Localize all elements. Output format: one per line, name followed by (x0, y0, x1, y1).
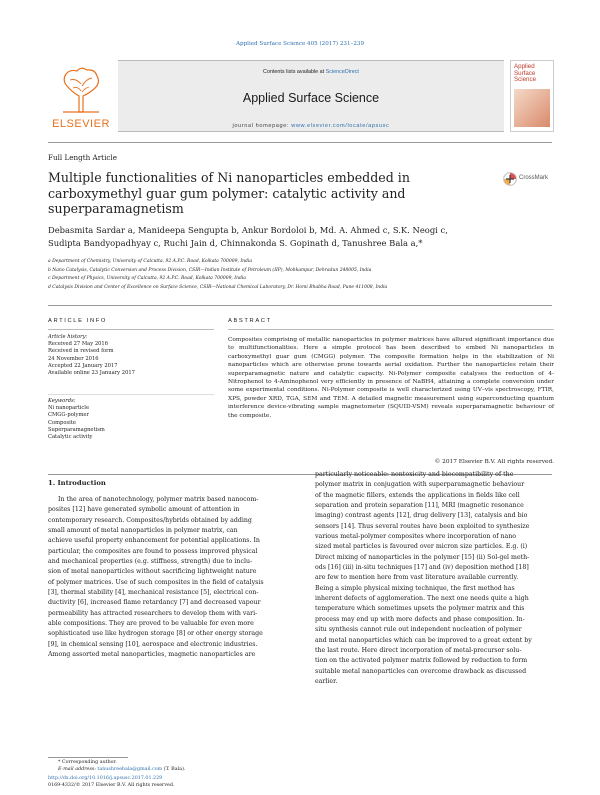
elsevier-logo (48, 64, 114, 130)
homepage-prefix: journal homepage: (232, 123, 292, 129)
intro-line: inherent defects of agglomeration. The next one needs quite a high (315, 595, 529, 603)
intro-line: sized metal particles is favoured over micron size particles. E.g. (i) (315, 543, 528, 551)
intro-left-column (48, 495, 285, 661)
issn-line: 0169-4332/© 2017 Elsevier B.V. All rights reserved. (48, 782, 175, 788)
intro-line: separation and protein separation [11], MRI (magnetic resonance (315, 502, 524, 510)
affiliation: a Department of Chemistry, University of Calcutta, 92 A.P.C. Road, Kolkata 700009, India (48, 259, 253, 264)
crossmark-label: CrossMark (519, 175, 549, 181)
intro-line: polymer matrix in conjugation with superparamagnetic behaviour (315, 481, 525, 489)
cover-title: Applied Surface Science (514, 63, 537, 84)
intro-line: sophisticated use like hydrogen storage [8] or other energy storage (48, 630, 263, 638)
history-item: Available online 23 January 2017 (48, 370, 135, 377)
keywords-label: Keywords: (48, 398, 76, 404)
intro-line: suitable metal nanoparticles can overcome drawback as discussed (315, 667, 527, 675)
history-item: Received in revised form (48, 348, 114, 355)
keyword: CMGG-polymer (48, 412, 89, 419)
crossmark-badge[interactable] (503, 172, 555, 186)
journal-cover (510, 60, 554, 132)
email-line (48, 767, 288, 774)
intro-line: permeability has attracted researchers to develop them with vari- (48, 609, 258, 617)
keywords-divider (48, 394, 214, 395)
intro-line: Among assorted metal nanoparticles, magnetic nanoparticles are (48, 651, 256, 659)
history-item: Received 27 May 2016 (48, 341, 109, 348)
history-item: Accepted 22 January 2017 (48, 362, 118, 369)
crossmark-icon (503, 172, 517, 186)
intro-line: Direct mixing of nanoparticles in the polymer [15] (ii) Sol-gel meth- (315, 553, 530, 561)
intro-line: and metal nanoparticles which can be improved to a great extent by (315, 636, 532, 644)
intro-line: sion of metal nanoparticles without sacrificing lightweight nature (48, 568, 257, 576)
abstract-heading: ABSTRACT (228, 318, 272, 324)
intro-right-column (315, 470, 555, 687)
footnote-divider (48, 757, 128, 758)
elsevier-wordmark: ELSEVIER (52, 118, 110, 130)
intro-line: particular, the composites are found to possess improved physical (48, 547, 258, 555)
intro-line: Being a simple physical mixing technique, the first method has (315, 584, 515, 592)
article-history (48, 334, 214, 377)
abstract-copyright: © 2017 Elsevier B.V. All rights reserved. (434, 459, 554, 465)
intro-line: contemporary research. Composites/hybrids obtained by adding (48, 516, 252, 524)
elsevier-tree-icon (58, 66, 104, 114)
keyword: Ni nanoparticle (48, 405, 90, 412)
intro-line: process may end up with more defects and phase composition. In- (315, 615, 525, 623)
contents-prefix: Contents lists available at (263, 69, 326, 75)
intro-line: particularly noticeable: nontoxicity and biocompatibility of the (315, 471, 514, 478)
journal-title: Applied Surface Science (242, 91, 380, 105)
email-link[interactable]: tanushreebala@gmail.com (97, 766, 163, 772)
keywords (48, 398, 214, 441)
authors-line: Debasmita Sardar a, Manideepa Sengupta b, Ankur Bordoloi b, Md. A. Ahmed c, S.K. Neogi c, (48, 225, 448, 235)
intro-line: posites [12] have generated symbolic amount of attention in (48, 506, 240, 514)
title-line: superparamagnetism (48, 201, 184, 216)
journal-header (48, 60, 552, 134)
keyword: Catalytic activity (48, 434, 93, 441)
keyword: Composite (48, 419, 76, 426)
intro-line: achieve useful property enhancement for potential applications. In (48, 537, 260, 545)
history-label: Article history: (48, 334, 88, 340)
affiliation-divider (48, 305, 552, 306)
intro-line: are few to mention here from vast literature available currently. (315, 574, 519, 582)
authors (48, 224, 508, 250)
article-info-heading: ARTICLE INFO (48, 318, 108, 324)
authors-line: Sudipta Bandyopadhyay c, Ruchi Jain d, Chinnakonda S. Gopinath d, Tanushree Bala a,* (48, 238, 423, 248)
intro-line: temperature which sometimes upsets the polymer matrix and this (315, 605, 525, 613)
keyword: Superparamagnetism (48, 426, 105, 433)
journal-reference[interactable]: Applied Surface Science 405 (2017) 231–239 (235, 41, 365, 47)
email-suffix: (T. Bala). (162, 766, 186, 772)
article-title (48, 170, 478, 217)
intro-line: earlier. (315, 677, 338, 685)
email-label: E-mail address: (58, 766, 98, 772)
journal-homepage (118, 123, 504, 129)
intro-line: and mechanical properties (e.g. stiffness, strength) due to inclu- (48, 558, 253, 566)
intro-line: various metal-polymer composites where incorporation of nano (315, 533, 517, 541)
intro-line: tion on the activated polymer matrix followed by reduction to form (315, 657, 528, 665)
intro-line: ductivity [6], increased flame retardancy [7] and decreased vapour (48, 599, 261, 607)
intro-line: [3], thermal stability [4], mechanical resistance [5], electrical con- (48, 589, 259, 597)
intro-line: ods [16] (iii) in-situ techniques [17] and (iv) deposition method [18] (315, 564, 529, 572)
corresponding-author: * Corresponding author. (58, 760, 117, 765)
title-line: Multiple functionalities of Ni nanoparticles embedded in (48, 170, 410, 185)
abstract-text: Composites comprising of metallic nanoparticles in polymer matrices have allured significant importance due to multifunctionalities. Here a simple protocol has been described to embed Ni nanoparticles in carboxymethyl guar gum (CMGG) polymer. The composite formation helps in the stabilization of Ni nanoparticles which are otherwise prone towards aerial oxidation. Further the nanoparticles retain their superparamagnetic nature and catalytic capacity. Ni-Polymer composite catalyses the reduction of 4-Nitrophenol to 4-Aminophenol very efficiently in presence of NaBH4, attaining a complete conversion under some experimental conditions. Ni-Polymer composite is well characterized using UV–vis spectroscopy, FTIR, XPS, powder XRD, TGA, SEM and TEM. A detailed magnetic measurement using superconducting quantum interference device-vibrating sample magnetometer (SQUID-VSM) reveals superparamagnetic behaviour of the composite. (228, 337, 554, 419)
doi-link[interactable]: http://dx.doi.org/10.1016/j.apsusc.2017.01.229 (48, 776, 163, 781)
publication-info (48, 776, 348, 789)
affiliation: c Department of Physics, University of Calcutta, 92 A.P.C. Road, Kolkata 700009, India (48, 276, 246, 282)
article-type: Full Length Article (48, 153, 117, 162)
cover-image (514, 89, 550, 127)
intro-line: small amount of metal nanoparticles in polymer matrix, can (48, 527, 238, 535)
intro-line: In the area of nanotechnology, polymer matrix based nanocom- (58, 496, 259, 503)
section-heading-introduction: 1. Introduction (48, 479, 106, 487)
intro-line: the last route. Here direct incorporation of metal-precursor solu- (315, 646, 522, 654)
intro-line: imaging) contrast agents [12], drug delivery [13], catalysis and bio (315, 512, 528, 520)
intro-line: of the magnetic fillers, extends the applications in fields like cell (315, 491, 520, 499)
article-info-divider (48, 329, 214, 330)
header-divider (48, 142, 552, 143)
history-item: 24 November 2016 (48, 355, 99, 362)
intro-line: situ synthesis cannot rule out independent nucleation of polymer (315, 626, 522, 634)
affiliations (48, 258, 558, 292)
affiliation: d Catalysis Division and Center of Excellence on Surface Science, CSIR—National Chemical Laboratory, Dr. Homi Bhabha Road, Pune 411008, India (48, 284, 388, 290)
intro-line: [9], in chemical sensing [10], aerospace and electronic industries. (48, 640, 258, 648)
footnote (48, 760, 288, 773)
abstract-divider (228, 329, 554, 330)
intro-line: sensors [14]. Thus several routes have been exploited to synthesize (315, 522, 530, 530)
affiliation: b Nano Catalysis, Catalytic Conversion and Process Division, CSIR—Indian Institute of Petroleum (IIP), Mohkampur, Dehradun 248005, India (48, 267, 372, 273)
sciencedirect-link[interactable]: ScienceDirect (325, 69, 359, 75)
journal-banner (118, 60, 504, 132)
intro-line: of polymer matrices. Use of such composites in the field of catalysis (48, 578, 264, 586)
title-line: carboxymethyl guar gum polymer: catalytic activity and (48, 185, 406, 201)
intro-line: able compositions. They are proved to be valuable for even more (48, 620, 254, 628)
homepage-link[interactable]: www.elsevier.com/locate/apsusc (291, 123, 390, 129)
contents-line (118, 69, 504, 75)
